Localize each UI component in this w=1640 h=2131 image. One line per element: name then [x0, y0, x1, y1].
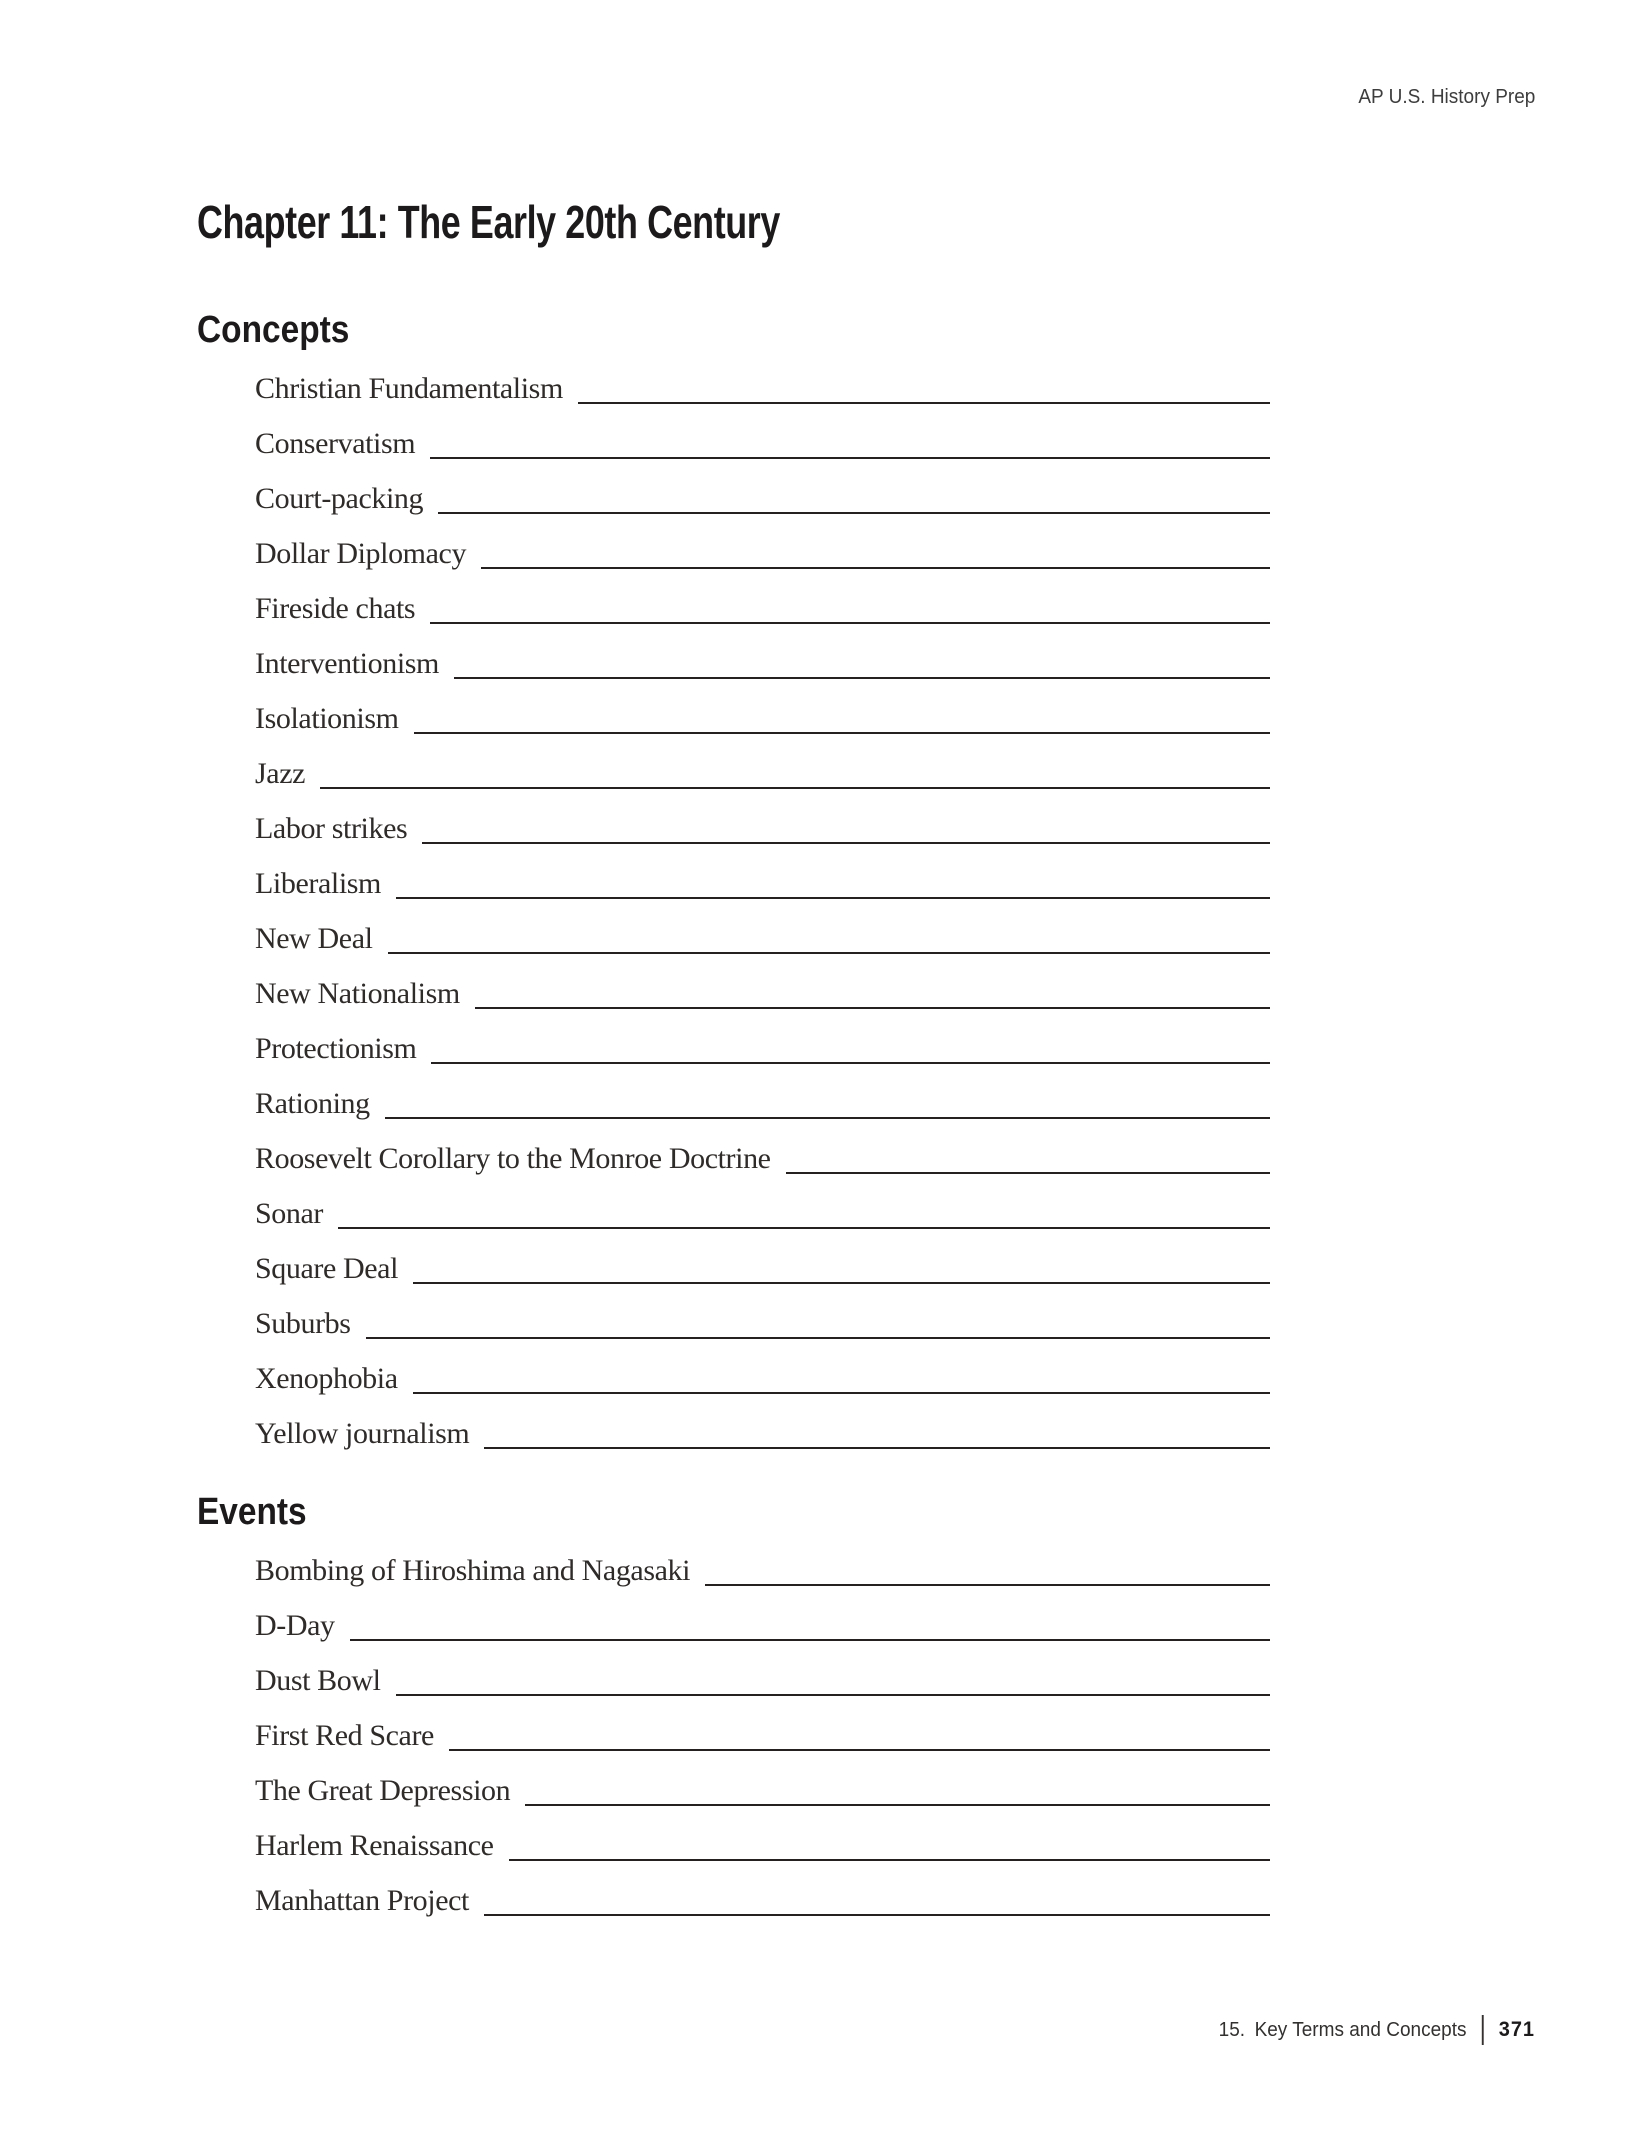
- term-label: Interventionism: [255, 647, 439, 680]
- term-row: [255, 1229, 1270, 1284]
- footer-section-label: Key Terms and Concepts: [1254, 2018, 1467, 2041]
- term-label: Rationing: [255, 1087, 370, 1120]
- term-row: [255, 349, 1270, 404]
- content-area: [197, 309, 1270, 1917]
- term-blank-line: [484, 1447, 1270, 1449]
- footer-page-number: 371: [1498, 2018, 1535, 2041]
- section-heading-text: Events: [197, 1491, 307, 1533]
- term-label: Xenophobia: [255, 1362, 398, 1395]
- term-blank-line: [431, 1062, 1270, 1064]
- term-label: Dollar Diplomacy: [255, 537, 467, 570]
- term-list: [197, 1531, 1270, 1916]
- term-row: [255, 1641, 1270, 1696]
- term-row: [255, 734, 1270, 789]
- term-label: Harlem Renaissance: [255, 1829, 494, 1862]
- section-heading-text: Concepts: [197, 309, 350, 351]
- terms-section: [197, 1491, 1270, 1917]
- terms-section: [197, 309, 1270, 1450]
- term-row: [255, 1339, 1270, 1394]
- term-label: Manhattan Project: [255, 1884, 469, 1917]
- term-blank-line: [388, 952, 1270, 954]
- footer-divider: [1482, 2015, 1484, 2045]
- term-blank-line: [366, 1337, 1270, 1339]
- term-blank-line: [430, 622, 1270, 624]
- term-row: [255, 954, 1270, 1009]
- term-row: [255, 1174, 1270, 1229]
- term-blank-line: [509, 1859, 1270, 1861]
- term-row: [255, 1861, 1270, 1916]
- term-blank-line: [449, 1749, 1270, 1751]
- term-label: Square Deal: [255, 1252, 399, 1285]
- term-blank-line: [430, 457, 1270, 459]
- term-row: [255, 844, 1270, 899]
- term-label: Labor strikes: [255, 812, 408, 845]
- term-row: [255, 404, 1270, 459]
- term-label: Liberalism: [255, 867, 381, 900]
- term-blank-line: [396, 897, 1270, 899]
- term-row: [255, 1531, 1270, 1586]
- term-label: First Red Scare: [255, 1719, 434, 1752]
- page-footer: [1219, 2012, 1535, 2048]
- term-label: New Deal: [255, 922, 373, 955]
- term-label: Court-packing: [255, 482, 424, 515]
- term-blank-line: [338, 1227, 1270, 1229]
- term-blank-line: [414, 732, 1270, 734]
- page-title: [197, 197, 944, 248]
- term-blank-line: [481, 567, 1270, 569]
- term-label: New Nationalism: [255, 977, 460, 1010]
- term-row: [255, 1586, 1270, 1641]
- term-label: Bombing of Hiroshima and Nagasaki: [255, 1554, 691, 1587]
- term-label: The Great Depression: [255, 1774, 511, 1807]
- term-label: Christian Fundamentalism: [255, 372, 563, 405]
- term-label: Conservatism: [255, 427, 416, 460]
- term-blank-line: [396, 1694, 1270, 1696]
- term-blank-line: [413, 1392, 1270, 1394]
- term-label: Dust Bowl: [255, 1664, 381, 1697]
- term-label: Fireside chats: [255, 592, 416, 625]
- term-row: [255, 514, 1270, 569]
- term-row: [255, 624, 1270, 679]
- term-row: [255, 1009, 1270, 1064]
- term-blank-line: [578, 402, 1270, 404]
- page-title-text: Chapter 11: The Early 20th Century: [197, 196, 780, 248]
- term-blank-line: [786, 1172, 1270, 1174]
- term-blank-line: [422, 842, 1270, 844]
- term-row: [255, 569, 1270, 624]
- term-blank-line: [705, 1584, 1270, 1586]
- term-label: Jazz: [255, 757, 306, 790]
- footer-item-number: 15.: [1218, 2018, 1246, 2041]
- term-label: Isolationism: [255, 702, 399, 735]
- term-row: [255, 1751, 1270, 1806]
- term-row: [255, 1394, 1270, 1449]
- running-header: [1349, 86, 1535, 109]
- term-label: Protectionism: [255, 1032, 417, 1065]
- running-header-text: AP U.S. History Prep: [1357, 86, 1535, 108]
- term-row: [255, 679, 1270, 734]
- term-row: [255, 1696, 1270, 1751]
- term-row: [255, 1119, 1270, 1174]
- term-label: Sonar: [255, 1197, 323, 1230]
- term-row: [255, 459, 1270, 514]
- term-row: [255, 1064, 1270, 1119]
- section-heading: [197, 309, 1270, 351]
- term-label: Yellow journalism: [255, 1417, 470, 1450]
- section-heading: [197, 1491, 1270, 1533]
- term-row: [255, 899, 1270, 954]
- term-label: D-Day: [255, 1609, 335, 1642]
- term-blank-line: [438, 512, 1270, 514]
- term-blank-line: [525, 1804, 1270, 1806]
- term-blank-line: [475, 1007, 1270, 1009]
- term-blank-line: [413, 1282, 1270, 1284]
- term-blank-line: [350, 1639, 1270, 1641]
- term-list: [197, 349, 1270, 1449]
- term-row: [255, 789, 1270, 844]
- term-row: [255, 1284, 1270, 1339]
- term-blank-line: [484, 1914, 1270, 1916]
- term-blank-line: [320, 787, 1270, 789]
- term-blank-line: [385, 1117, 1270, 1119]
- term-label: Suburbs: [255, 1307, 351, 1340]
- term-label: Roosevelt Corollary to the Monroe Doctrine: [255, 1142, 771, 1175]
- term-blank-line: [454, 677, 1270, 679]
- term-row: [255, 1806, 1270, 1861]
